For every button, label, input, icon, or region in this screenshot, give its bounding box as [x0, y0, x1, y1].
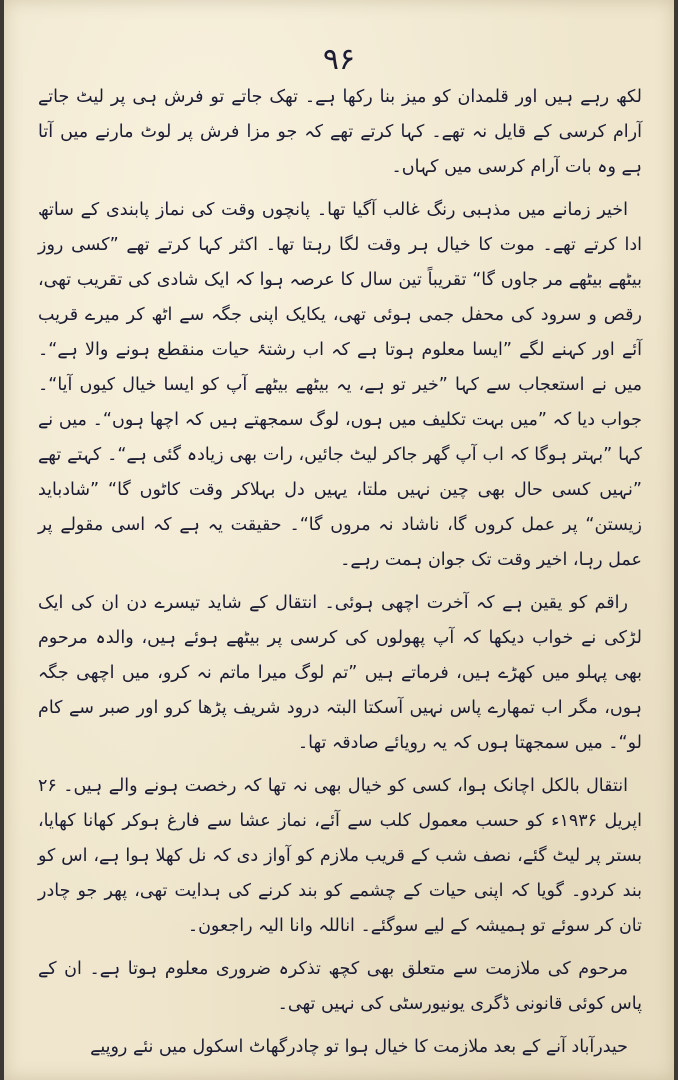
page-number: ۹۶: [322, 42, 356, 77]
book-page: [4, 0, 674, 1080]
paragraph-1: لکھ رہے ہیں اور قلمدان کو میز بنا رکھا ہے۔ تھک جاتے تو فرش ہی پر لیٹ جاتے آرام کرسی کے قایل نہ تھے۔ کہا کرتے تھے کہ جو مزا فرش پر لوٹ مارنے میں آتا ہے وہ بات آرام کرسی میں کہاں۔: [38, 87, 642, 177]
paragraph-4: انتقال بالکل اچانک ہوا، کسی کو خیال بھی نہ تھا کہ رخصت ہونے والے ہیں۔ ۲۶ اپریل ۱۹۳۶ء کو حسب معمول کلب سے آئے، نماز عشا سے فارغ ہوکر کھانا کھایا، بستر پر لیٹ گئے، نصف شب کے قریب ملازم کو آواز دی کہ نل کھلا ہوا ہے، اس کو بند کردو۔ گویا کہ اپنی حیات کے چشمے کو بند کرنے کی ہدایت تھی، پھر جو چادر تان کر سوئے تو ہمیشہ کے لیے سوگئے۔ اناللہ وانا الیہ راجعون۔: [38, 776, 642, 936]
paragraph-2: اخیر زمانے میں مذہبی رنگ غالب آگیا تھا۔ پانچوں وقت کی نماز پابندی کے ساتھ ادا کرتے تھے۔ موت کا خیال ہر وقت لگا رہتا تھا۔ اکثر کہا کرتے تھے ”کسی روز بیٹھے بیٹھے مر جاوں گا“ تقریباً تین سال کا عرصہ ہوا کہ ایک شادی کی تقریب تھی، رقص و سرود کی محفل جمی ہوئی تھی، یکایک اپنی جگہ سے اٹھ کر میرے قریب آئے اور کہنے لگے ”ایسا معلوم ہوتا ہے کہ اب رشتۂ حیات منقطع ہونے والا ہے“۔ میں نے استعجاب سے کہا ”خیر تو ہے، یہ بیٹھے بیٹھے آپ کو ایسا خیال کیوں آیا“۔ جواب دیا کہ ”میں بہت تکلیف میں ہوں، لوگ سمجھتے ہیں کہ اچھا ہوں“۔ میں نے کہا ”بہتر ہوگا کہ اب آپ گھر جاکر لیٹ جائیں، رات بھی زیادہ گئی ہے“۔ کہتے تھے ”نہیں کسی حال بھی چین نہیں ملتا، یہیں دل بہلاکر وقت کاٹوں گا“ ”شادباید زیستن“ پر عمل کروں گا، ناشاد نہ مروں گا“۔ حقیقت یہ ہے کہ اسی مقولے پر عمل رہا، اخیر وقت تک جوان ہمت رہے۔: [38, 200, 642, 570]
paragraph-3: راقم کو یقین ہے کہ آخرت اچھی ہوئی۔ انتقال کے شاید تیسرے دن ان کی ایک لڑکی نے خواب دیکھا کہ آپ پھولوں کی کرسی پر بیٹھے ہوئے ہیں، والدہ مرحوم بھی پہلو میں کھڑے ہیں، فرماتے ہیں ”تم لوگ میرا ماتم نہ کرو، میں اچھی جگہ ہوں، مگر اب تمھارے پاس نہیں آسکتا البتہ درود شریف پڑھا کرو اور صبر سے کام لو“۔ میں سمجھتا ہوں کہ یہ رویائے صادقہ تھا۔: [38, 593, 642, 753]
page-body-text: [38, 80, 642, 1073]
paragraph-5: مرحوم کی ملازمت سے متعلق بھی کچھ تذکرہ ضروری معلوم ہوتا ہے۔ ان کے پاس کوئی قانونی ڈگری یونیورسٹی کی نہیں تھی۔: [38, 959, 642, 1014]
paragraph-6: حیدرآباد آنے کے بعد ملازمت کا خیال ہوا تو چادرگھاٹ اسکول میں نئے روپیے: [90, 1037, 628, 1057]
